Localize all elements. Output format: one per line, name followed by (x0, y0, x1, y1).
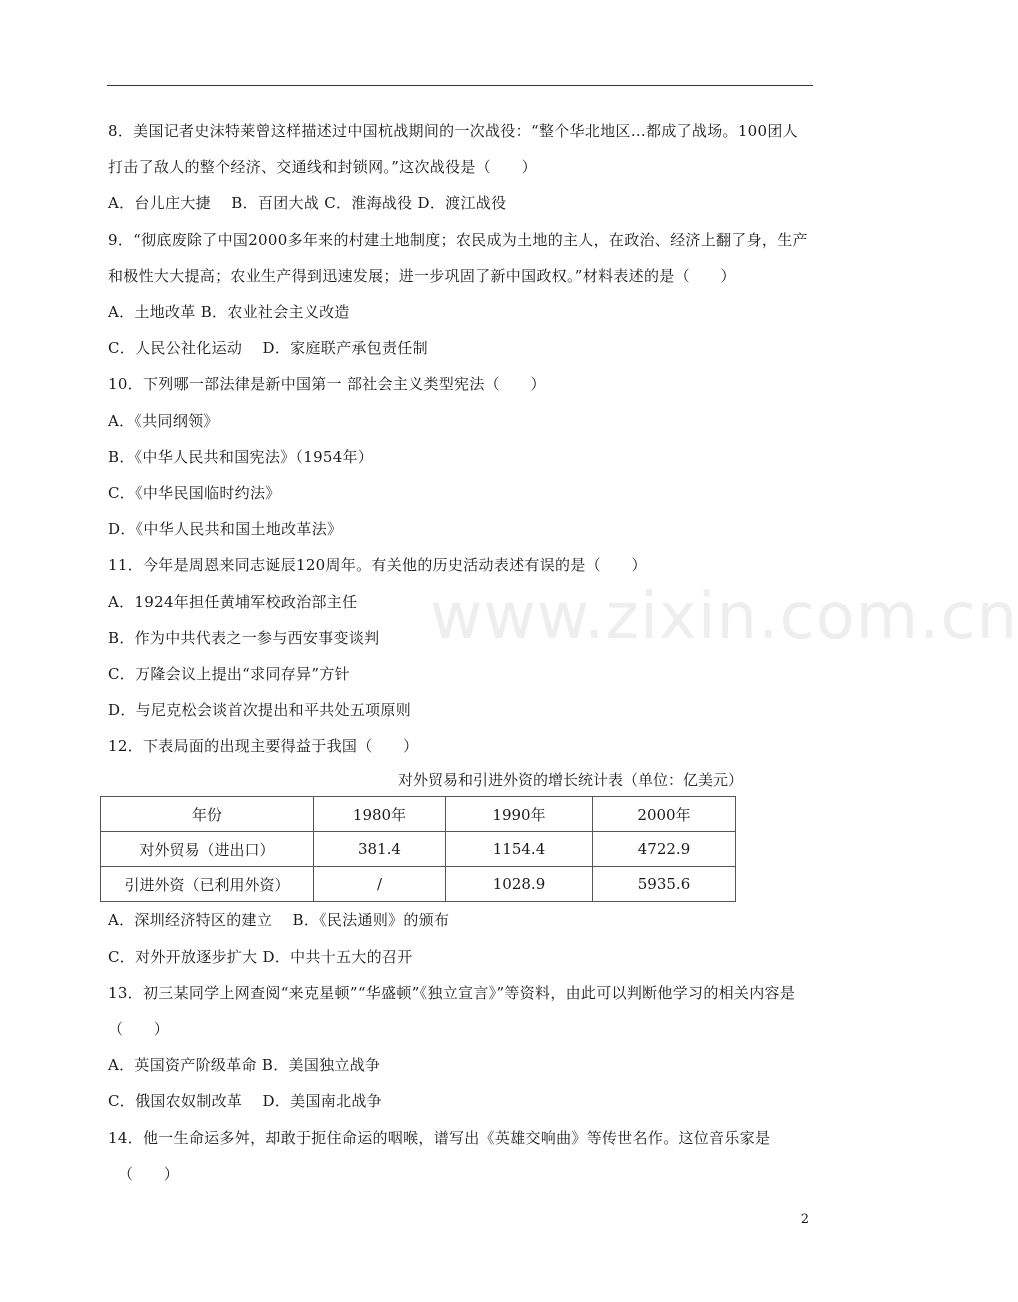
table-cell: 381.4 (314, 832, 446, 867)
table-cell: 5935.6 (593, 867, 736, 902)
question-10-option-c: C．《中华民国临时约法》 (108, 483, 281, 502)
table-header-cell: 1990年 (446, 797, 593, 832)
question-10-option-d: D．《中华人民共和国土地改革法》 (108, 520, 343, 539)
table-row (101, 867, 736, 902)
question-13-stem: 13．初三某同学上网查阅“来克星顿”“华盛顿”《独立宣言》”等资料，由此可以判断他学习的相关内容是（ ） (108, 983, 796, 1039)
table-cell: 1028.9 (446, 867, 593, 902)
watermark: www.zixin.com.cn (430, 580, 1018, 654)
table-header-cell: 2000年 (593, 797, 736, 832)
table-cell: 1154.4 (446, 832, 593, 867)
table-cell: 引进外资（已利用外资） (101, 867, 314, 902)
question-12-options-1: A．深圳经济特区的建立 B．《民法通则》的颁布 (108, 911, 450, 930)
question-9-options-2: C．人民公社化运动 D．家庭联产承包责任制 (108, 339, 428, 358)
table-header-row (101, 797, 736, 832)
table-cell: / (314, 867, 446, 902)
table-header-cell: 年份 (101, 797, 314, 832)
question-14-stem: 14．他一生命运多舛，却敢于扼住命运的咽喉，谱写出《英雄交响曲》等传世名作。这位音乐家是 (108, 1128, 771, 1147)
question-11-option-d: D．与尼克松会谈首次提出和平共处五项原则 (108, 701, 412, 720)
question-9-options-1: A．土地改革 B．农业社会主义改造 (108, 303, 350, 321)
question-10-stem: 10．下列哪一部法律是新中国第一 部社会主义类型宪法（ ） (108, 375, 546, 394)
table-cell: 4722.9 (593, 832, 736, 867)
question-10-option-a: A．《共同纲领》 (108, 411, 219, 430)
question-12-options-2: C．对外开放逐步扩大 D．中共十五大的召开 (108, 947, 413, 966)
page-number: 2 (800, 1212, 809, 1227)
question-10-option-b: B．《中华人民共和国宪法》（1954年） (108, 447, 374, 466)
question-11-stem: 11．今年是周恩来同志诞辰120周年。有关他的历史活动表述有误的是（ ） (108, 556, 647, 575)
header-rule (107, 85, 813, 86)
question-8-stem: 8．美国记者史沫特莱曾这样描述过中国杭战期间的一次战役：“整个华北地区…都成了战场。100团人打击了敌人的整个经济、交通线和封锁网。”这次战役是（ ） (108, 122, 798, 177)
question-14-stem-cont: （ ） (118, 1164, 180, 1183)
question-13-options-2: C．俄国农奴制改革 D．美国南北战争 (108, 1092, 382, 1111)
question-13-options-1: A．英国资产阶级革命 B．美国独立战争 (108, 1056, 381, 1075)
question-8-options: A．台儿庄大捷 B．百团大战 C．淮海战役 D．渡江战役 (108, 194, 507, 213)
table-caption: 对外贸易和引进外资的增长统计表（单位：亿美元） (397, 771, 743, 790)
trade-investment-table (100, 796, 736, 902)
question-11-option-c: C．万隆会议上提出“求同存异”方针 (108, 664, 350, 683)
question-12-stem: 12．下表局面的出现主要得益于我国（ ） (108, 737, 419, 756)
question-9-stem: 9．“彻底废除了中国2000多年来的村建土地制度；农民成为土地的主人，在政治、经济上翻了身，生产和极性大大提高；农业生产得到迅速发展；进一步巩固了新中国政权。”材料表述的是（ ） (108, 230, 808, 285)
page-content (108, 113, 813, 1192)
question-11-option-a: A．1924年担任黄埔军校政治部主任 (108, 592, 358, 611)
table-header-cell: 1980年 (314, 797, 446, 832)
table-cell: 对外贸易（进出口） (101, 832, 314, 867)
question-11-option-b: B．作为中共代表之一参与西安事变谈判 (108, 628, 380, 647)
table-row (101, 832, 736, 867)
